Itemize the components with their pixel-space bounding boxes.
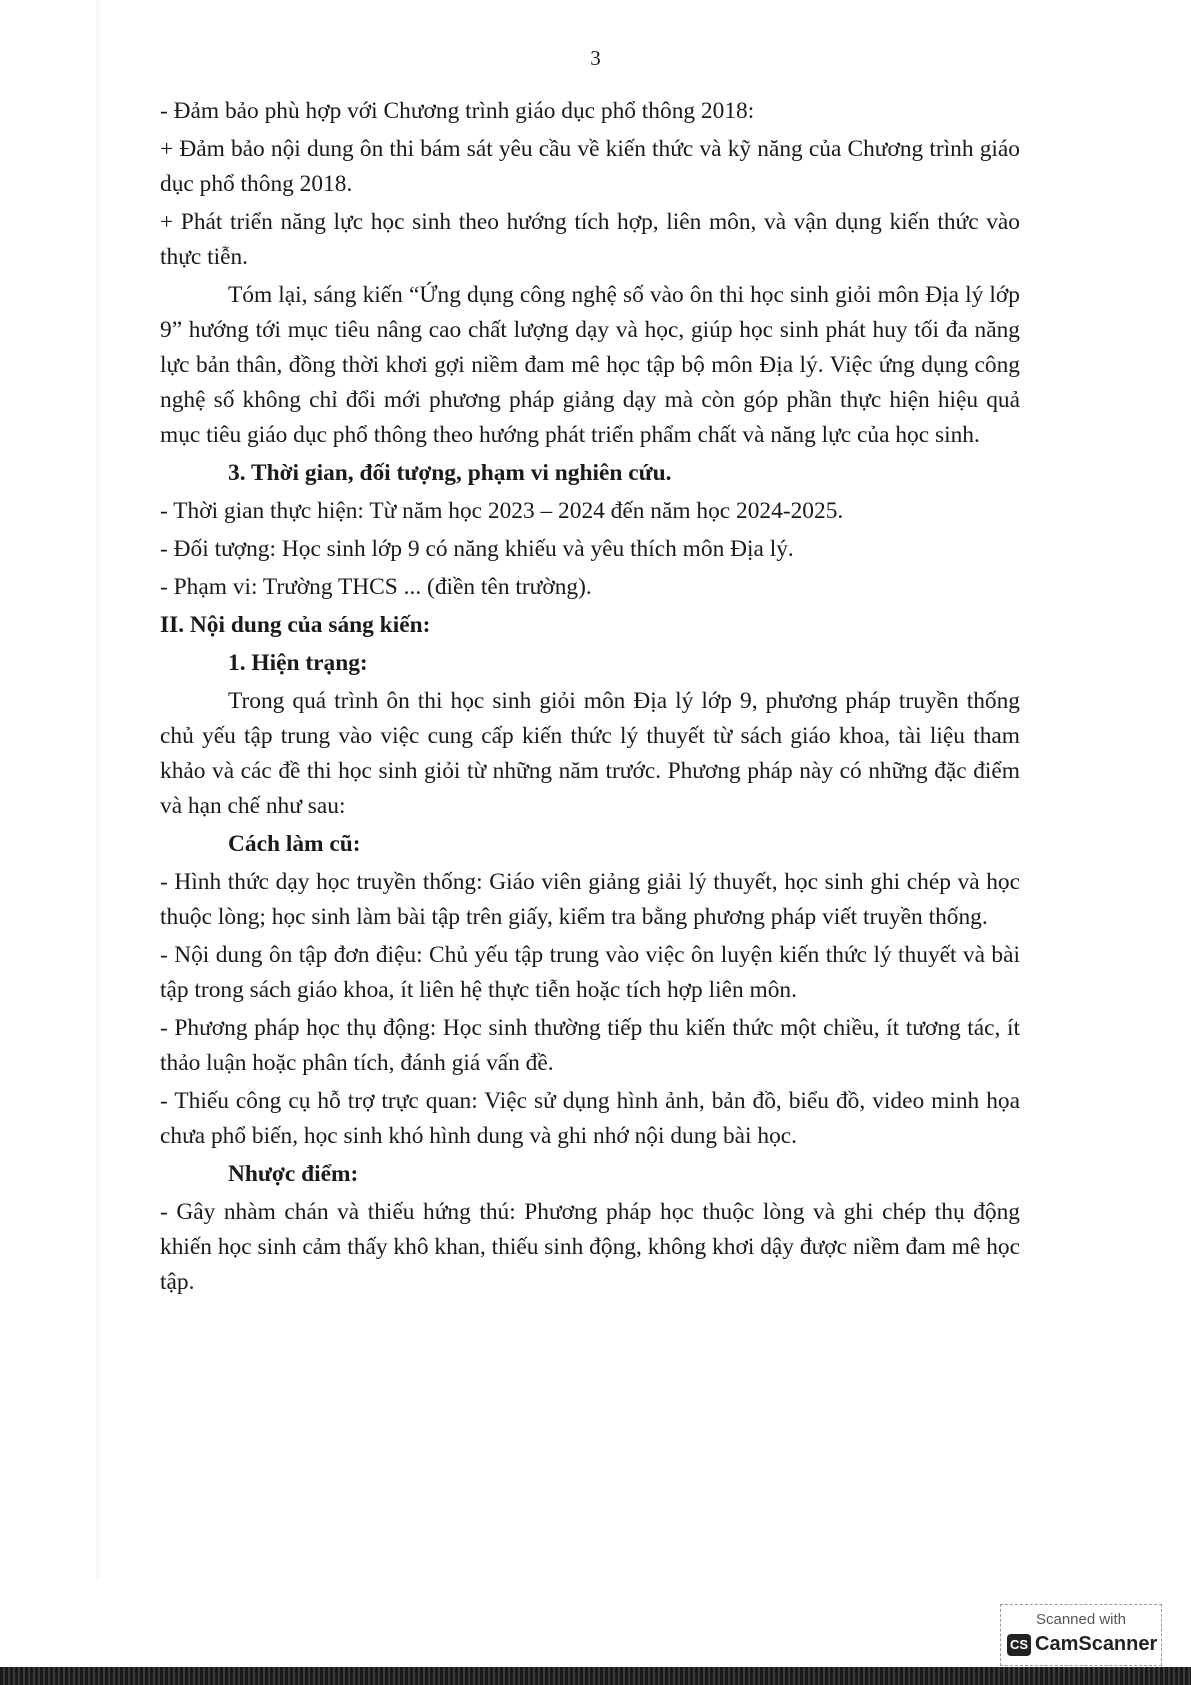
old-method-no-visual-tools: - Thiếu công cụ hỗ trợ trực quan: Việc sử dụng hình ảnh, bản đồ, biểu đồ, video minh họa chưa phổ biến, học sinh khó hình dung và ghi nhớ nội dung bài học. — [160, 1088, 1020, 1149]
camscanner-brand-row — [1007, 1633, 1157, 1656]
camscanner-logo-icon: CS — [1007, 1634, 1031, 1656]
bullet-competence-development: + Phát triển năng lực học sinh theo hướng tích hợp, liên môn, và vận dụng kiến thức vào thực tiễn. — [160, 209, 1020, 270]
summary-paragraph: Tóm lại, sáng kiến “Ứng dụng công nghệ số vào ôn thi học sinh giỏi môn Địa lý lớp 9” hướng tới mục tiêu nâng cao chất lượng dạy và học, giúp học sinh phát huy tối đa năng lực bản thân, đồng thời khơi gợi niềm đam mê học tập bộ môn Địa lý. Việc ứng dụng công nghệ số không chỉ đổi mới phương pháp giảng dạy mà còn góp phần thực hiện hiệu quả mục tiêu giáo dục phổ thông theo hướng phát triển phẩm chất và năng lực của học sinh. — [160, 282, 1020, 448]
section-heading-content: II. Nội dung của sáng kiến: — [160, 612, 431, 638]
scope-range: - Phạm vi: Trường THCS ... (điền tên trường). — [160, 574, 592, 600]
camscanner-brand-name: CamScanner — [1035, 1633, 1158, 1655]
subheading-current-state: 1. Hiện trạng: — [228, 650, 368, 676]
old-method-monotonous: - Nội dung ôn tập đơn điệu: Chủ yếu tập trung vào việc ôn luyện kiến thức lý thuyết và bài tập trong sách giáo khoa, ít liên hệ thực tiễn hoặc tích hợp liên môn. — [160, 942, 1020, 1003]
section-heading-scope: 3. Thời gian, đối tượng, phạm vi nghiên cứu. — [228, 460, 672, 486]
bullet-curriculum-2018: - Đảm bảo phù hợp với Chương trình giáo dục phổ thông 2018: — [160, 98, 755, 124]
bullet-content-alignment: + Đảm bảo nội dung ôn thi bám sát yêu cầu về kiến thức và kỹ năng của Chương trình giáo dục phổ thông 2018. — [160, 136, 1020, 197]
scan-bottom-edge — [0, 1667, 1191, 1685]
old-method-passive: - Phương pháp học thụ động: Học sinh thường tiếp thu kiến thức một chiều, ít tương tác, ít thảo luận hoặc phân tích, đánh giá vấn đề. — [160, 1015, 1020, 1076]
scan-edge-shadow — [96, 0, 102, 1580]
current-state-paragraph: Trong quá trình ôn thi học sinh giỏi môn Địa lý lớp 9, phương pháp truyền thống chủ yếu tập trung vào việc cung cấp kiến thức lý thuyết từ sách giáo khoa, tài liệu tham khảo và các đề thi học sinh giỏi từ những năm trước. Phương pháp này có những đặc điểm và hạn chế như sau: — [160, 688, 1020, 819]
drawback-boredom: - Gây nhàm chán và thiếu hứng thú: Phương pháp học thuộc lòng và ghi chép thụ động khiến học sinh cảm thấy khô khan, thiếu sinh động, không khơi dậy được niềm đam mê học tập. — [160, 1199, 1020, 1295]
subheading-old-method: Cách làm cũ: — [228, 831, 361, 857]
old-method-traditional: - Hình thức dạy học truyền thống: Giáo viên giảng giải lý thuyết, học sinh ghi chép và học thuộc lòng; học sinh làm bài tập trên giấy, kiểm tra bằng phương pháp viết truyền thống. — [160, 869, 1020, 930]
page-number: 3 — [590, 46, 601, 70]
camscanner-watermark — [1000, 1604, 1162, 1666]
scope-time: - Thời gian thực hiện: Từ năm học 2023 – 2024 đến năm học 2024-2025. — [160, 498, 844, 524]
subheading-drawbacks: Nhược điểm: — [228, 1161, 359, 1187]
scanned-with-label: Scanned with — [1035, 1611, 1127, 1628]
scope-subjects: - Đối tượng: Học sinh lớp 9 có năng khiếu và yêu thích môn Địa lý. — [160, 536, 794, 562]
document-body — [160, 94, 1020, 1303]
